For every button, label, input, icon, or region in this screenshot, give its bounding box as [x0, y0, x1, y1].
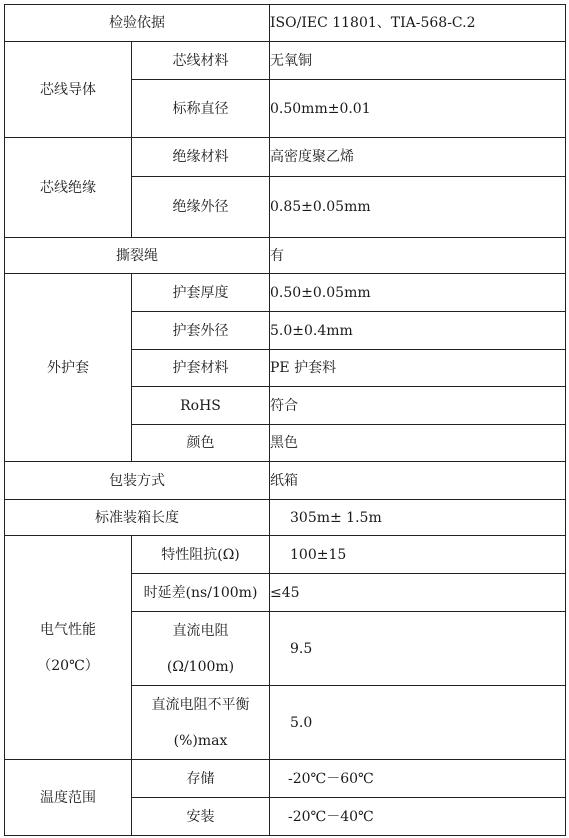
item-value: 5.0 — [270, 686, 566, 760]
row-label: 标准装箱长度 — [5, 500, 270, 536]
item-label: 时延差(ns/100m) — [132, 574, 270, 612]
table-row — [5, 500, 566, 536]
row-value: 纸箱 — [270, 462, 566, 500]
item-label: 安装 — [132, 798, 270, 836]
item-label: 颜色 — [132, 425, 270, 462]
item-value: 0.85±0.05mm — [270, 177, 566, 238]
table-row — [5, 138, 566, 177]
group-label — [5, 536, 132, 760]
item-value: -20℃－40℃ — [270, 798, 566, 836]
row-value: 有 — [270, 238, 566, 274]
table-row — [5, 5, 566, 42]
item-label: RoHS — [132, 387, 270, 425]
item-label: 存储 — [132, 760, 270, 798]
item-value: 0.50±0.05mm — [270, 274, 566, 312]
group-label: 芯线绝缘 — [5, 138, 132, 238]
item-value: -20℃－60℃ — [270, 760, 566, 798]
item-label-main: 直流电阻不平衡 — [151, 696, 250, 713]
item-label: 护套外径 — [132, 312, 270, 350]
item-label: 护套材料 — [132, 350, 270, 387]
group-label: 芯线导体 — [5, 42, 132, 138]
table-row — [5, 238, 566, 274]
item-label-unit: (%)max — [173, 732, 228, 749]
item-value: PE 护套料 — [270, 350, 566, 387]
row-label: 撕裂绳 — [5, 238, 270, 274]
item-value: 5.0±0.4mm — [270, 312, 566, 350]
table-row — [5, 462, 566, 500]
item-label — [132, 612, 270, 686]
item-value: 9.5 — [270, 612, 566, 686]
item-label-main: 直流电阻 — [172, 622, 229, 639]
group-label: 温度范围 — [5, 760, 132, 836]
item-value: 高密度聚乙烯 — [270, 138, 566, 177]
item-value: 0.50mm±0.01 — [270, 80, 566, 138]
item-value: 无氧铜 — [270, 42, 566, 80]
item-value: 黑色 — [270, 425, 566, 462]
spec-table — [4, 4, 566, 836]
item-value: 100±15 — [270, 536, 566, 574]
row-value: ISO/IEC 11801、TIA-568-C.2 — [270, 5, 566, 42]
spec-table-wrapper — [4, 4, 566, 836]
row-label: 检验依据 — [5, 5, 270, 42]
item-label: 标称直径 — [132, 80, 270, 138]
item-value: 符合 — [270, 387, 566, 425]
group-title: 电气性能 — [40, 621, 96, 638]
item-label — [132, 686, 270, 760]
item-label-unit: (Ω/100m) — [166, 658, 235, 675]
item-label: 芯线材料 — [132, 42, 270, 80]
item-value: ≤45 — [270, 574, 566, 612]
table-row — [5, 42, 566, 80]
table-row — [5, 274, 566, 312]
group-label: 外护套 — [5, 274, 132, 462]
item-label: 特性阻抗(Ω) — [132, 536, 270, 574]
table-row — [5, 760, 566, 798]
row-label: 包装方式 — [5, 462, 270, 500]
item-label: 绝缘外径 — [132, 177, 270, 238]
item-label: 绝缘材料 — [132, 138, 270, 177]
table-row — [5, 536, 566, 574]
row-value: 305m± 1.5m — [270, 500, 566, 536]
item-label: 护套厚度 — [132, 274, 270, 312]
group-subtitle: （20℃） — [37, 657, 99, 674]
